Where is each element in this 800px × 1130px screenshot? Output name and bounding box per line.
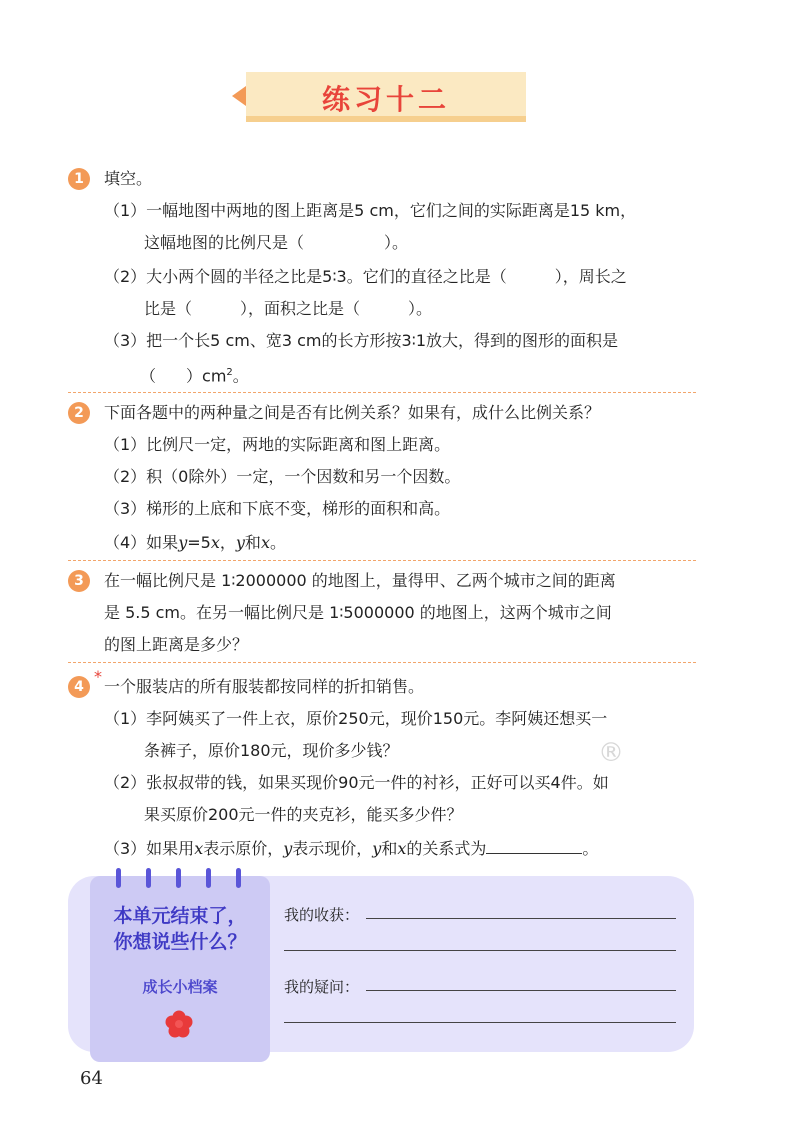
q1-item1-line2: 这幅地图的比例尺是（ ）。 [144,233,409,252]
q4-item2-line2: 果买原价200元一件的夹克衫，能买多少件？ [144,805,463,824]
q2-item3: （3）梯形的上底和下底不变，梯形的面积和高。 [104,499,451,518]
question-write-line[interactable] [366,990,676,991]
star-icon: * [94,667,102,686]
divider [68,560,696,561]
binder-ring-icon [206,868,211,888]
q4-item3: （3）如果用x表示原价，y表示现价，y和x的关系式为 。 [104,839,599,858]
q4-item1-line2: 条裤子，原价180元，现价多少钱？ [144,741,399,760]
question-label: 我的疑问： [284,978,360,996]
q4-item1-line1: （1）李阿姨买了一件上衣，原价250元，现价150元。李阿姨还想买一 [104,709,608,728]
q2-item1: （1）比例尺一定，两地的实际距离和图上距离。 [104,435,451,454]
gain-label: 我的收获： [284,906,360,924]
q3-line2: 是 5.5 cm。在另一幅比例尺是 1∶5000000 的地图上，这两个城市之间 [104,603,612,622]
binder-ring-icon [116,868,121,888]
q3-line3: 的图上距离是多少？ [104,635,249,654]
q1-item3-line1: （3）把一个长5 cm、宽3 cm的长方形按3∶1放大，得到的图形的面积是 [104,331,619,350]
q1-item3-line2: （ ）$cm^2$。 [140,366,249,386]
page-number: 64 [80,1068,103,1089]
q4-item2-line1: （2）张叔叔带的钱，如果买现价90元一件的衬衫，正好可以买4件。如 [104,773,609,792]
q1-item2-line1: （2）大小两个圆的半径之比是5∶3。它们的直径之比是（ ），周长之 [104,267,627,286]
answer-blank[interactable] [486,839,582,854]
note-subtitle: 成长小档案 [142,978,218,996]
divider [68,662,696,663]
page-title: 练习十二 [321,83,450,116]
question-2-stem: 下面各题中的两种量之间是否有比例关系？如果有，成什么比例关系？ [104,403,601,422]
binder-ring-icon [176,868,181,888]
watermark: ® [598,738,624,768]
q2-item4: （4）如果y=5x，y和x。 [104,533,286,552]
question-write-line[interactable] [284,1022,676,1023]
question-number-1: 1 [68,168,90,190]
q2-item2: （2）积（0除外）一定，一个因数和另一个因数。 [104,467,461,486]
question-4-stem: 一个服装店的所有服装都按同样的折扣销售。 [104,677,425,696]
question-1-stem: 填空。 [104,169,153,188]
note-line-1: 本单元结束了， [113,905,247,927]
question-number-3: 3 [68,570,90,592]
title-banner [246,72,526,122]
note-line-2: 你想说些什么？ [113,931,247,953]
question-number-4: 4 [68,676,90,698]
binder-ring-icon [146,868,151,888]
q3-line1: 在一幅比例尺是 1∶2000000 的地图上，量得甲、乙两个城市之间的距离 [104,571,616,590]
divider [68,392,696,393]
gain-write-line[interactable] [366,918,676,919]
binder-ring-icon [236,868,241,888]
gain-write-line[interactable] [284,950,676,951]
question-number-2: 2 [68,402,90,424]
title-arrow-icon [232,86,246,106]
q1-item1-line1: （1）一幅地图中两地的图上距离是5 cm，它们之间的实际距离是15 km， [104,201,637,220]
q1-item2-line2: 比是（ ），面积之比是（ ）。 [144,299,433,318]
flower-icon [164,1009,194,1039]
